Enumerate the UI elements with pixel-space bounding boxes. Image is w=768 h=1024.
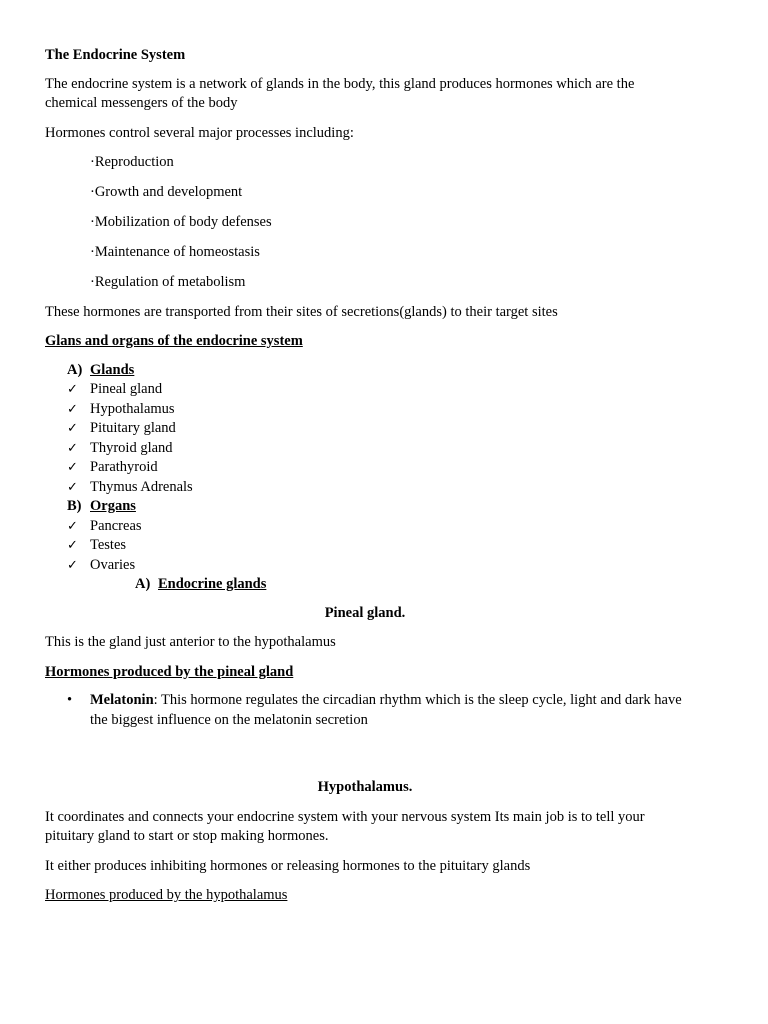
section-title: Glands — [90, 361, 135, 378]
hypothalamus-paragraph-2: It either produces inhibiting hormones or releasing hormones to the pituitary glands — [45, 857, 531, 874]
check-icon: ✓ — [67, 421, 78, 436]
list-item: ·Maintenance of homeostasis — [90, 244, 260, 260]
check-icon: ✓ — [67, 538, 78, 553]
list-item — [45, 691, 685, 730]
check-icon: ✓ — [67, 460, 78, 475]
organs-list — [45, 517, 685, 576]
hypothalamus-hormones-heading: Hormones produced by the hypothalamus — [45, 887, 288, 903]
document-page — [45, 46, 685, 906]
glands-list — [45, 380, 685, 497]
list-item: ✓ Thymus Adrenals — [45, 478, 685, 498]
check-icon: ✓ — [67, 401, 78, 417]
hypothalamus-paragraph-1: It coordinates and connects your endocrine system with your nervous system Its main job is to tell your pituitary gland to start or stop making hormones. — [45, 808, 645, 844]
document-title: The Endocrine System — [45, 47, 186, 63]
check-icon: ✓ — [67, 557, 78, 573]
pineal-hormones-heading: Hormones produced by the pineal gland — [45, 663, 294, 680]
pineal-description: This is the gland just anterior to the hypothalamus — [45, 634, 336, 650]
list-item: ✓ Thyroid gland — [45, 439, 685, 459]
section-label: A) — [135, 576, 151, 592]
list-item: ✓ Pituitary gland — [45, 419, 685, 439]
hormone-name: Melatonin — [90, 692, 154, 708]
processes-lead: Hormones control several major processes including: — [45, 124, 354, 141]
section-a-heading — [45, 361, 685, 381]
section-label: B) — [67, 498, 82, 514]
spacer — [45, 730, 685, 778]
check-icon: ✓ — [67, 479, 78, 495]
list-item: ✓ Pancreas — [45, 517, 685, 537]
section-title: Endocrine glands — [158, 576, 267, 592]
glands-organs-heading: Glans and organs of the endocrine system — [45, 333, 303, 349]
pineal-hormones-list — [45, 691, 685, 730]
list-item: ✓ Ovaries — [45, 556, 685, 576]
list-item: ✓ Pineal gland — [45, 380, 685, 400]
section-b-heading — [45, 497, 685, 517]
transport-paragraph: These hormones are transported from their sites of secretions(glands) to their target sites — [45, 303, 558, 320]
list-item: ✓ Hypothalamus — [45, 400, 685, 420]
hormone-description: : This hormone regulates the circadian rhythm which is the sleep cycle, light and dark have the biggest influence on the melatonin secretion — [90, 692, 682, 728]
check-icon: ✓ — [67, 518, 78, 534]
section-title: Organs — [90, 498, 136, 514]
endocrine-glands-heading — [45, 575, 685, 595]
list-item: ✓ Parathyroid — [45, 458, 685, 478]
check-icon: ✓ — [67, 382, 78, 397]
section-label: A) — [67, 361, 83, 378]
bullet-icon: • — [67, 692, 73, 708]
list-item: ·Growth and development — [90, 184, 243, 200]
hypothalamus-heading: Hypothalamus. — [317, 779, 413, 795]
pineal-heading: Pineal gland. — [324, 604, 406, 621]
intro-paragraph: The endocrine system is a network of glands in the body, this gland produces hormones which are the chemical messengers of the body — [45, 75, 635, 111]
processes-list — [45, 153, 685, 293]
list-item: ✓ Testes — [45, 536, 685, 556]
list-item: ·Regulation of metabolism — [90, 274, 246, 290]
list-item: ·Mobilization of body defenses — [90, 214, 272, 230]
list-item: ·Reproduction — [90, 154, 174, 170]
check-icon: ✓ — [67, 440, 78, 456]
